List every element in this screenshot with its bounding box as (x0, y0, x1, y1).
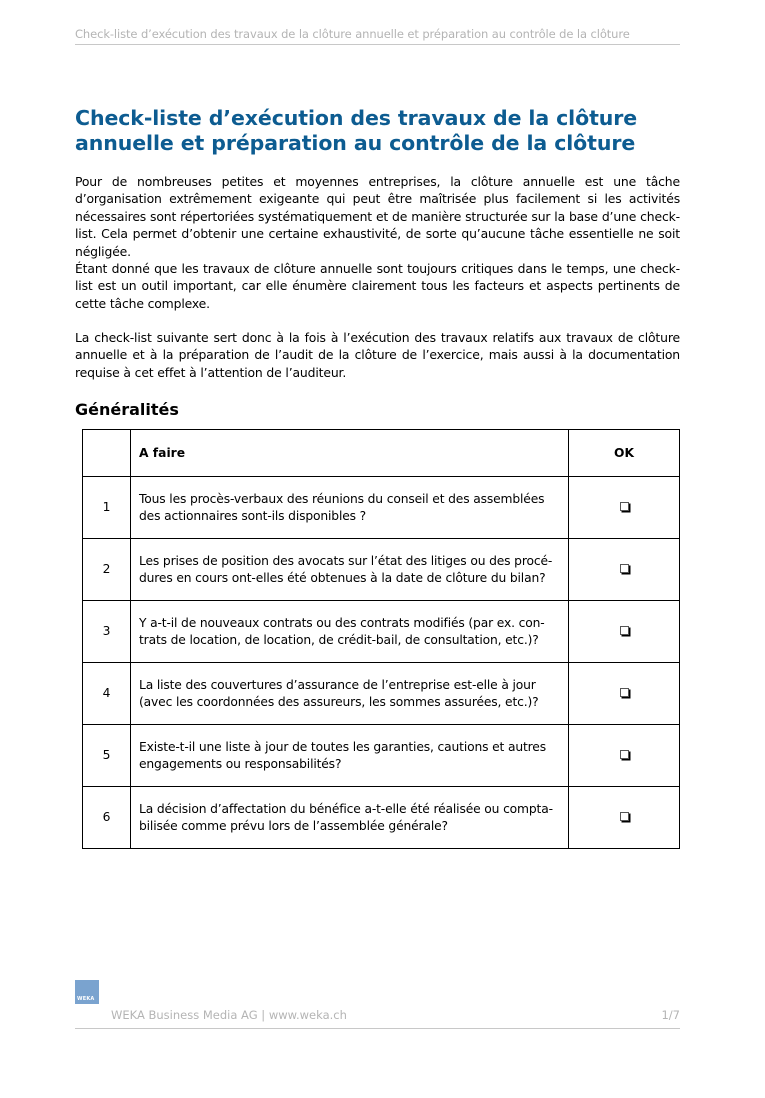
row-number: 6 (83, 787, 131, 849)
section-heading: Généralités (75, 400, 179, 419)
row-number: 2 (83, 539, 131, 601)
weka-logo (75, 980, 99, 1004)
title-line-2: annuelle et préparation au contrôle de la clôture (75, 131, 636, 155)
header-number (83, 430, 131, 477)
intro-paragraph-2: Étant donné que les travaux de clôture annuelle sont toujours critiques dans le temps, une check-list est un outil important, car elle énumère clairement tous les facteurs et aspects pertinents de cette tâche complexe. (75, 261, 680, 311)
row-number: 4 (83, 663, 131, 725)
intro-paragraph-3: La check-list suivante sert donc à la fois à l’exécution des travaux relatifs aux travaux de clôture annuelle et à la préparation de l’audit de la clôture de l’exercice, mais aussi à la documentation requise à cet effet à l’attention de l’auditeur. (75, 330, 680, 380)
row-text: Y a-t-il de nouveaux contrats ou des contrats modifiés (par ex. contrats de location, de location, de crédit-bail, de consultation, etc.)? (131, 601, 569, 663)
row-text: Les prises de position des avocats sur l’état des litiges ou des procédures en cours ont-elles été obtenues à la date de clôture du bilan? (131, 539, 569, 601)
ok-checkbox[interactable] (620, 564, 629, 573)
table-row (83, 725, 680, 787)
ok-checkbox[interactable] (620, 502, 629, 511)
row-number: 5 (83, 725, 131, 787)
ok-checkbox[interactable] (620, 626, 629, 635)
checklist-table (82, 429, 680, 849)
footer-publisher: WEKA Business Media AG | www.weka.ch (111, 1008, 347, 1022)
running-header: Check-liste d’exécution des travaux de la clôture annuelle et préparation au contrôle de la clôture (75, 27, 680, 45)
table-header-row (83, 430, 680, 477)
page-title (75, 106, 695, 156)
page-number: 1/7 (661, 1008, 680, 1022)
row-text: La décision d’affectation du bénéfice a-t-elle été réalisée ou comptabilisée comme prévu lors de l’assemblée générale? (131, 787, 569, 849)
table-row (83, 787, 680, 849)
row-text: La liste des couvertures d’assurance de l’entreprise est-elle à jour (avec les coordonnées des assureurs, les sommes assurées, etc.)? (131, 663, 569, 725)
table-row (83, 601, 680, 663)
page-footer (75, 1006, 680, 1029)
table-row (83, 477, 680, 539)
title-line-1: Check-liste d’exécution des travaux de la clôture (75, 106, 638, 130)
table-row (83, 663, 680, 725)
row-text: Existe-t-il une liste à jour de toutes les garanties, cautions et autres engagements ou responsabilités? (131, 725, 569, 787)
header-ok: OK (569, 430, 680, 477)
row-number: 3 (83, 601, 131, 663)
logo-text: WEKA (77, 996, 95, 1002)
intro-paragraph-1: Pour de nombreuses petites et moyennes entreprises, la clôture annuelle est une tâche d’organisation extrêmement exigeante qui peut être maîtrisée plus facilement si les activités nécessaires sont répertoriées systématiquement et de manière structurée sur la base d’une check-list. Cela permet d’obtenir une certaine exhaustivité, de sorte qu’aucune tâche essentielle ne soit négligée. (75, 174, 680, 259)
row-number: 1 (83, 477, 131, 539)
ok-checkbox[interactable] (620, 750, 629, 759)
header-todo: A faire (131, 430, 569, 477)
table-row (83, 539, 680, 601)
ok-checkbox[interactable] (620, 812, 629, 821)
ok-checkbox[interactable] (620, 688, 629, 697)
row-text: Tous les procès-verbaux des réunions du conseil et des assemblées des actionnaires sont-ils disponibles ? (131, 477, 569, 539)
